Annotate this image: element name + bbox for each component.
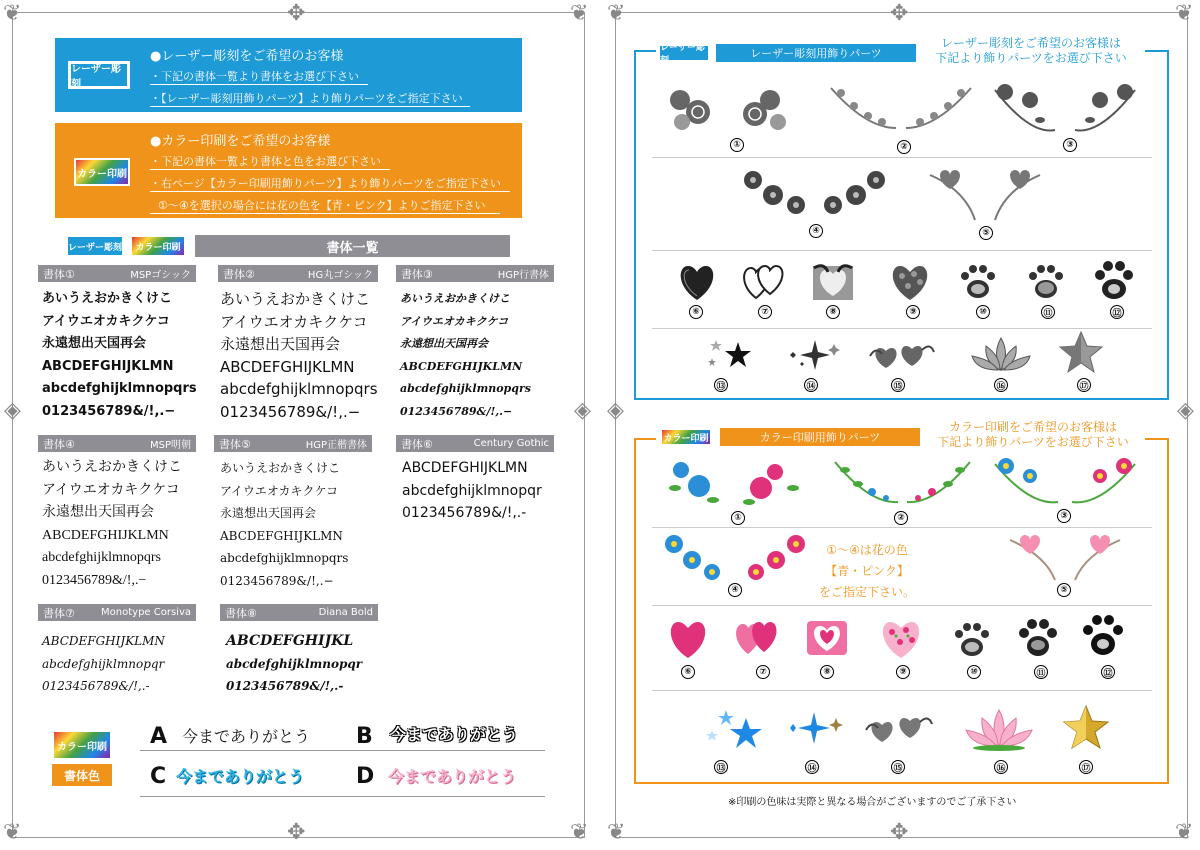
part-number: ⑯ [994,760,1008,774]
panel-top-line [634,50,656,52]
divider [652,250,1152,251]
flying-hearts-color-icon [862,714,934,746]
laser-badge: レーザー彫刻 [69,62,129,88]
font-sample: あいうえおかきくけこ アイウエオカキクケコ 永遠想出天国再会 ABCDEFGHIJKLMN abcdefghijklmnopqrs 0123456789&/!,.− [400,292,531,418]
part-number: ⑥ [681,665,695,679]
part-number: ③ [1057,509,1071,523]
color-badge: カラー印刷 [130,235,186,257]
ornament-icon: ✥ [287,820,306,845]
sparkles-mono-icon [780,338,842,372]
ornament-icon: ◈ [607,398,624,423]
panel-top-line [1145,438,1169,440]
part-number: ④ [728,583,742,597]
color-badge: カラー印刷 [52,730,112,760]
ornament-icon: ❦ [3,820,22,845]
part-number: ② [894,511,908,525]
part-number: ⑭ [805,760,819,774]
font-header: 書体⑥ Century Gothic [396,435,554,452]
part-number: ⑰ [1079,760,1093,774]
part-number: ④ [809,224,823,238]
heart-pink-icon [666,618,710,660]
ornament-icon: ✥ [890,1,909,26]
part-number: ⑨ [906,305,920,319]
part-number: ⑦ [756,665,770,679]
part-number: ⑫ [1101,665,1115,679]
part-number: ⑩ [967,665,981,679]
color-option-sample: 今までありがとう [182,727,311,746]
ornament-icon: ❦ [1175,1,1194,26]
color-option-sample: 今までありがとう [176,767,305,786]
daisy-arc-color-icon [660,532,810,588]
part-number: ② [897,140,911,154]
paw-print-mono-icon [1094,260,1134,302]
ornament-icon: ❦ [3,1,22,26]
font-header: 書体⑧ Diana Bold [220,604,378,621]
color-badge: カラー印刷 [660,428,712,446]
laser-instruction-line: ・【レーザー彫刻用飾りパーツ】より飾りパーツをご指定下さい [150,92,463,105]
ornament-icon: ❦ [570,1,589,26]
rose-corners-mono-icon [660,82,805,137]
daisy-arc-mono-icon [738,165,890,225]
paw-print-mono-icon [1026,262,1066,302]
font-header: 書体② HG丸ゴシック [218,265,378,282]
flying-hearts-mono-icon [866,342,936,372]
color-instruction-line: ・下記の書体一覧より書体と色をお選び下さい [150,155,381,168]
winged-heart-mono-icon [810,262,856,302]
ornament-icon: ◈ [4,398,21,423]
part-number: ⑰ [1077,378,1091,392]
part-number: ⑭ [804,378,818,392]
leaf-vine-color-icon [830,454,975,510]
double-heart-outline-icon [742,262,786,302]
part-number: ③ [1063,138,1077,152]
ornament-icon: ❦ [1175,820,1194,845]
divider [652,690,1152,691]
leaf-vine-mono-icon [826,78,976,138]
laser-badge: レーザー彫刻 [658,44,710,62]
part-number: ① [730,138,744,152]
ornament-icon: ❦ [607,1,626,26]
part-number: ⑨ [896,665,910,679]
part-number: ⑥ [689,305,703,319]
star-mono-icon [1058,330,1104,374]
part-number: ⑦ [758,305,772,319]
panel-top-line [634,438,656,440]
rose-corners-color-icon [663,456,813,512]
part-number: ⑪ [1034,665,1048,679]
laser-instruction-line: ・下記の書体一覧より書体をお選び下さい [150,70,359,83]
underline [150,84,368,85]
part-number: ⑤ [1057,583,1071,597]
part-number: ⑩ [976,305,990,319]
ornament-icon: ❦ [570,820,589,845]
part-number: ⑧ [820,665,834,679]
underline [150,169,390,170]
lotus-mono-icon [966,334,1036,374]
part-number: ⑮ [891,378,905,392]
winged-heart-pink-icon [804,618,850,658]
font-sample: あいうえおかきくけこ アイウエオカキクケコ 永遠想出天国再会 ABCDEFGHIJKLMN abcdefghijklmnopqrs 0123456789&/!,.− [220,290,378,421]
paw-print-color-icon [952,620,992,660]
font-sample: あいうえおかきくけこ アイウエオカキクケコ 永遠想出天国再会 ABCDEFGHIJKLMN abcdefghijklmnopqrs 0123456789&/!,.− [220,461,349,588]
underline [150,191,510,192]
part-number: ⑬ [714,760,728,774]
flower-color-note: ①〜④は花の色 【青・ピンク】 をご指定下さい。 [818,543,915,599]
paw-print-color-icon [1018,618,1058,660]
font-list-title: 書体一覧 [195,235,510,257]
color-instruction-title: ●カラー印刷をご希望のお客様 [150,134,331,149]
ornament-icon: ✥ [287,1,306,26]
color-option-letter: D [356,764,375,789]
laser-instruction-title: ●レーザー彫刻をご希望のお客様 [150,49,344,64]
color-option-letter: B [356,724,373,749]
part-number: ⑤ [979,226,993,240]
divider [652,527,1152,528]
flower-heart-mono-icon [888,262,932,302]
ornament-icon: ✥ [890,820,909,845]
font-color-label: 書体色 [52,764,112,786]
divider [140,796,545,797]
font-sample: あいうえおかきくけこ アイウエオカキクケコ 永遠想出天国再会 ABCDEFGHIJKLMN abcdefghijklmnopqrs 0123456789&/!,.− [42,460,182,588]
print-color-disclaimer: ※印刷の色味は実際と異なる場合がございますのでご了承下さい [728,797,1017,808]
stars-blue-icon [702,708,762,750]
font-header: 書体③ HGP行書体 [396,265,554,282]
part-number: ⑯ [994,378,1008,392]
part-number: ⑮ [891,760,905,774]
stars-mono-icon [704,336,754,372]
laser-parts-title: レーザー彫刻用飾りパーツ [716,44,916,62]
underline [150,106,470,107]
flower-branch-color-icon [990,454,1140,510]
divider [652,605,1152,606]
lotus-pink-icon [962,706,1036,752]
laser-badge: レーザー彫刻 [66,235,124,257]
divider [140,750,545,751]
color-instruction-line: ・右ページ【カラー印刷用飾りパーツ】より飾りパーツをご指定下さい [150,177,501,190]
color-instruction-line: ①〜④を選択の場合には花の色を【青・ピンク】よりご指定下さい [158,199,486,212]
flower-heart-pink-icon [878,618,924,660]
part-number: ① [731,511,745,525]
underline [150,213,500,214]
font-sample: ABCDEFGHIJKLMN abcdefghijklmnopqr 0123456789&/!,.- [42,634,165,693]
star-gold-icon [1062,704,1110,750]
part-number: ⑬ [714,378,728,392]
color-option-letter: C [150,764,167,789]
divider [652,157,1152,158]
part-number: ⑫ [1110,305,1124,319]
heart-swirl-mono-icon [920,165,1050,223]
ornament-icon: ◈ [574,398,591,423]
ornament-icon: ◈ [1177,398,1194,423]
laser-parts-note: レーザー彫刻をご希望のお客様は 下記より飾りパーツをお選び下さい [920,36,1142,66]
font-sample: ABCDEFGHIJKLMN abcdefghijklmnopqr 0123456789&/!,.- [402,460,542,521]
font-sample: ABCDEFGHIJKL abcdefghijklmnopqr 0123456789&/!,.- [226,633,363,693]
color-badge: カラー印刷 [74,158,130,186]
ornament-icon: ❦ [607,820,626,845]
font-header: 書体⑤ HGP正楷書体 [214,435,372,452]
paw-print-color-icon [1082,614,1124,658]
color-option-sample: 今までありがとう [388,767,517,786]
color-option-sample: 今までありがとう [390,725,519,744]
heart-swirl-color-icon [1000,530,1130,584]
flower-branch-mono-icon [990,80,1140,138]
font-header: 書体⑦ Monotype Corsiva [38,604,196,621]
color-parts-note: カラー印刷をご希望のお客様は 下記より飾りパーツをお選び下さい [922,420,1144,450]
font-sample: あいうえおかきくけこ アイウエオカキクケコ 永遠想出天国再会 ABCDEFGHIJKLMN abcdefghijklmnopqrs 0123456789&/!,.− [42,291,197,419]
color-option-letter: A [150,724,168,749]
heart-dark-icon [676,262,718,302]
double-heart-pink-icon [734,618,780,658]
sparkles-color-icon [780,710,844,746]
color-parts-title: カラー印刷用飾りパーツ [720,428,920,446]
part-number: ⑧ [826,305,840,319]
divider [652,328,1152,329]
paw-print-mono-icon [958,262,998,302]
panel-top-line [1145,50,1169,52]
font-header: 書体① MSPゴシック [38,265,196,282]
font-header: 書体④ MSP明朝 [38,435,196,452]
part-number: ⑪ [1041,305,1055,319]
